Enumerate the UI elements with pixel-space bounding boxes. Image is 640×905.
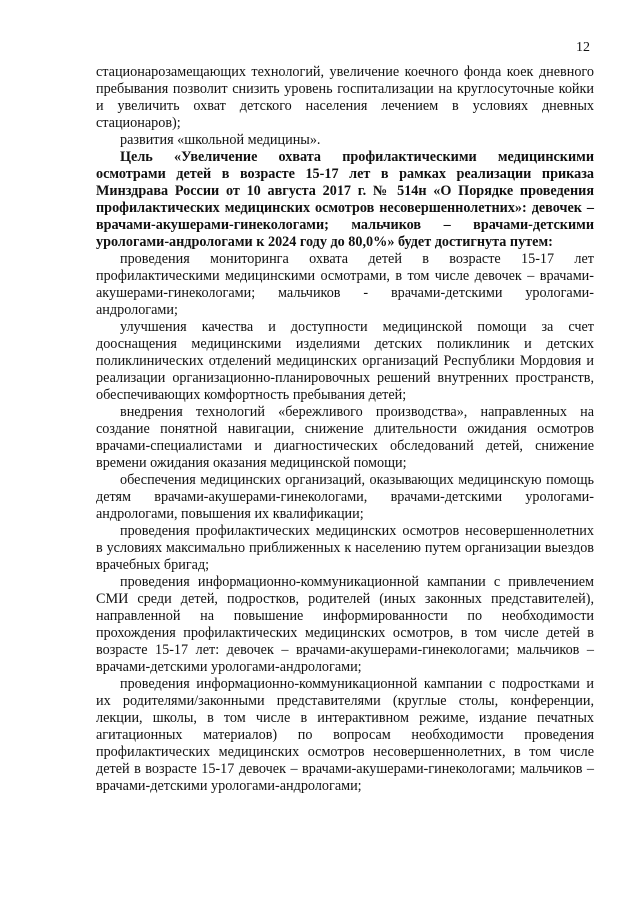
list-item-quality: улучшения качества и доступности медицинской помощи за счет дооснащения медицинскими изделиями детских поликлиник и детских поликлинических отделений медицинских организаций Республики Мордовия и реализации организационно-планировочных решений внутренних пространств, обеспечивающих комфортность пребывания детей; [96,319,594,403]
document-body [96,64,594,795]
list-item-monitoring: проведения мониторинга охвата детей в возрасте 15-17 лет профилактическими медицинскими осмотрами, в том числе девочек – врачами-акушерами-гинекологами; мальчиков - врачами-детскими урологами-андрологами; [96,251,594,318]
list-item-field-teams: проведения профилактических медицинских осмотров несовершеннолетних в условиях максимально приближенных к населению путем организации выездов врачебных бригад; [96,523,594,573]
page-number: 12 [576,40,590,55]
list-item-media-campaign: проведения информационно-коммуникационной кампании с привлечением СМИ среди детей, подростков, родителей (иных законных представителей), направленной на повышение информированности по необходимости прохождения профилактических медицинских осмотров, в том числе детей в возрасте 15-17 лет: девочек – врачами-акушерами-гинекологами; мальчиков – врачами-детскими урологами-андрологами; [96,574,594,675]
paragraph-goal: Цель «Увеличение охвата профилактическими медицинскими осмотрами детей в возрасте 15-17 лет в рамках реализации приказа Минздрава России от 10 августа 2017 г. № 514н «О Порядке проведения профилактических медицинских осмотров несовершеннолетних»: девочек – врачами-акушерами-гинекологами; мальчиков – врачами-детскими урологами-андрологами к 2024 году до 80,0%» будет достигнута путем: [96,149,594,250]
paragraph-continuation: стационарозамещающих технологий, увеличение коечного фонда коек дневного пребывания позволит снизить уровень госпитализации на круглосуточные койки и увеличить охват детского населения лечением в условиях дневных стационаров); [96,64,594,131]
list-item-teen-campaign: проведения информационно-коммуникационной кампании с подростками и их родителями/законными представителями (круглые столы, конференции, лекции, школы, в том числе в интерактивном режиме, издание печатных агитационных материалов) по вопросам необходимости проведения профилактических медицинских осмотров несовершеннолетних, в том числе детей в возрасте 15-17 девочек – врачами-акушерами-гинекологами; мальчиков – врачами-детскими урологами-андрологами; [96,676,594,794]
list-item-lean: внедрения технологий «бережливого производства», направленных на создание понятной навигации, снижение длительности ожидания осмотров врачами-специалистами и диагностических обследований детей, снижение времени ожидания оказания медицинской помощи; [96,404,594,471]
paragraph-school-medicine: развития «школьной медицины». [120,132,321,148]
list-item-staffing: обеспечения медицинских организаций, оказывающих медицинскую помощь детям врачами-акушерами-гинекологами, врачами-детскими урологами-андрологами, повышения их квалификации; [96,472,594,522]
